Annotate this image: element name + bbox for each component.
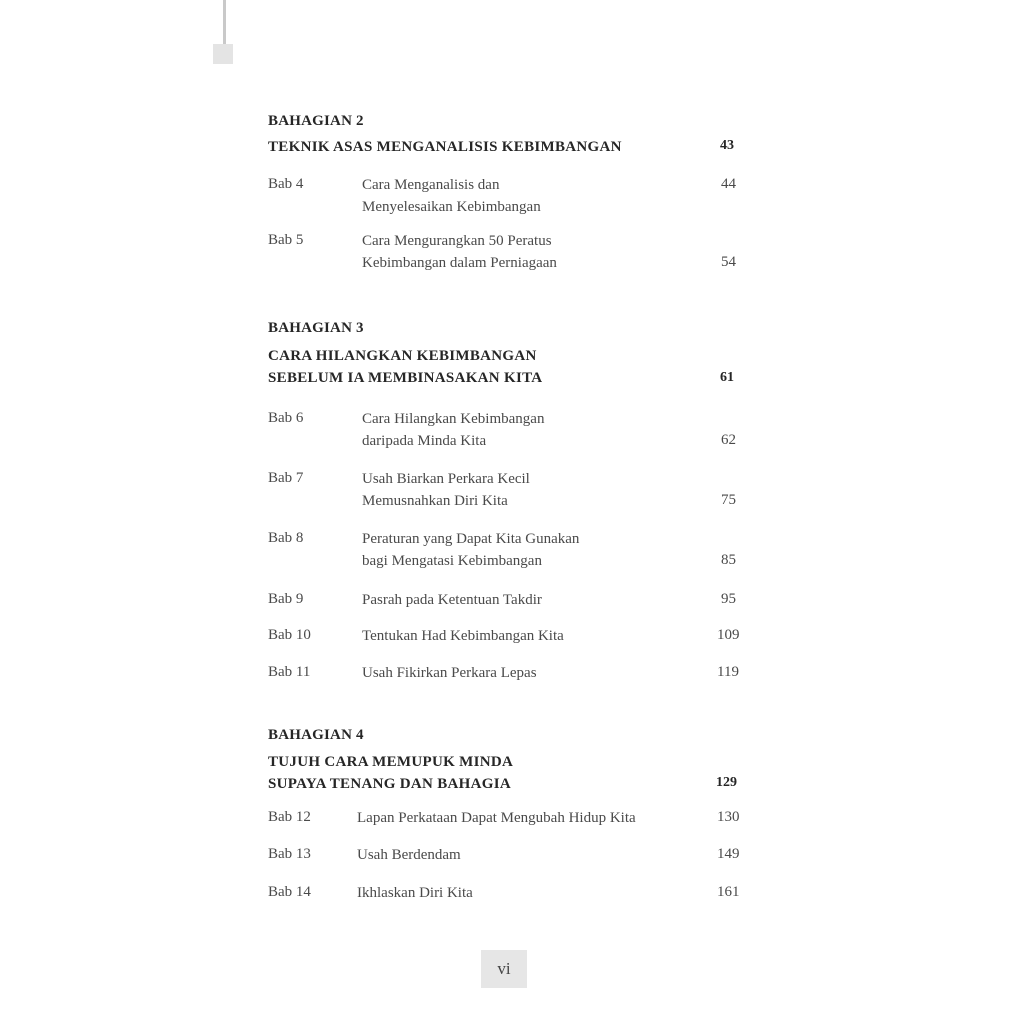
chapter-number: Bab 4 [268,176,304,192]
chapter-page-number: 75 [721,492,736,508]
chapter-number: Bab 11 [268,664,311,680]
part-label: BAHAGIAN 4 [268,727,364,743]
chapter-number: Bab 10 [268,627,311,643]
chapter-title: Cara Mengurangkan 50 Peratus Kebimbangan dalam Perniagaan [362,233,557,271]
chapter-page-number: 44 [721,176,736,192]
chapter-page-number: 130 [717,809,740,825]
chapter-title: Usah Fikirkan Perkara Lepas [362,665,537,681]
chapter-page-number: 54 [721,254,736,270]
part-title: TEKNIK ASAS MENGANALISIS KEBIMBANGAN [268,139,622,155]
part-title: TUJUH CARA MEMUPUK MINDA SUPAYA TENANG DAN BAHAGIA [268,754,514,792]
chapter-page-number: 109 [717,627,740,643]
chapter-number: Bab 14 [268,884,311,900]
part-label: BAHAGIAN 3 [268,320,364,336]
chapter-number: Bab 8 [268,530,304,546]
chapter-page-number: 119 [717,664,739,680]
part-page-number: 43 [720,138,734,153]
chapter-title: Usah Berdendam [357,847,461,863]
chapter-title: Cara Menganalisis dan Menyelesaikan Kebimbangan [362,177,541,215]
chapter-number: Bab 6 [268,410,304,426]
part-title: CARA HILANGKAN KEBIMBANGAN SEBELUM IA MEMBINASAKAN KITA [268,348,543,386]
page-number: vi [481,950,527,988]
chapter-title: Ikhlaskan Diri Kita [357,885,473,901]
chapter-title: Peraturan yang Dapat Kita Gunakan bagi Mengatasi Kebimbangan [362,531,580,569]
chapter-title: Cara Hilangkan Kebimbangan daripada Minda Kita [362,411,545,449]
chapter-number: Bab 7 [268,470,304,486]
chapter-page-number: 85 [721,552,736,568]
chapter-title: Pasrah pada Ketentuan Takdir [362,592,542,608]
chapter-number: Bab 5 [268,232,304,248]
chapter-number: Bab 9 [268,591,304,607]
chapter-title: Tentukan Had Kebimbangan Kita [362,628,564,644]
chapter-title: Lapan Perkataan Dapat Mengubah Hidup Kita [357,810,636,826]
chapter-page-number: 62 [721,432,736,448]
chapter-title: Usah Biarkan Perkara Kecil Memusnahkan Diri Kita [362,471,530,509]
chapter-page-number: 161 [717,884,740,900]
chapter-number: Bab 13 [268,846,311,862]
chapter-number: Bab 12 [268,809,311,825]
part-page-number: 129 [716,775,737,790]
chapter-page-number: 95 [721,591,736,607]
part-label: BAHAGIAN 2 [268,113,364,129]
part-page-number: 61 [720,370,734,385]
chapter-page-number: 149 [717,846,740,862]
